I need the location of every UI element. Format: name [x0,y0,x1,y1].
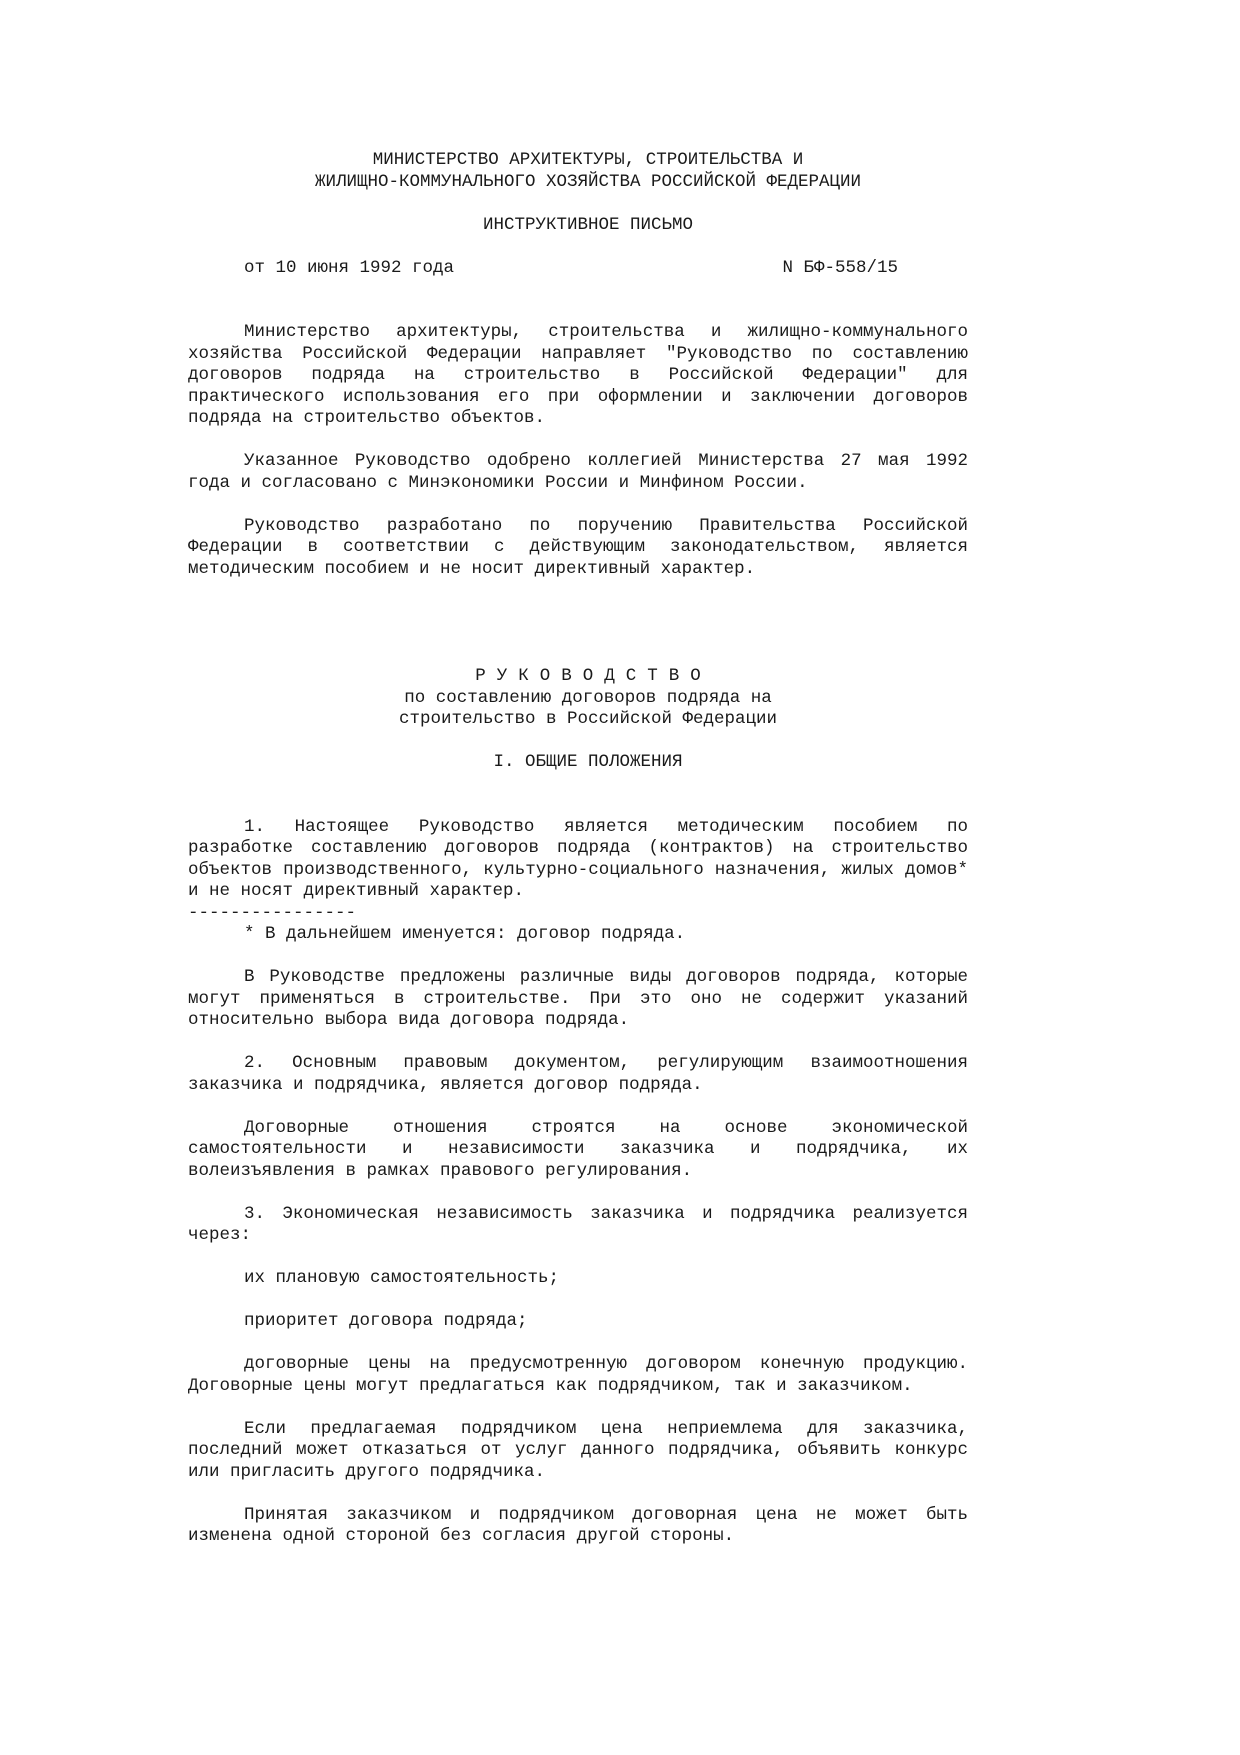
date-number-line [188,258,968,280]
section1-paragraph-5: 3. Экономическая независимость заказчика и подрядчика реализуется через: [188,1203,968,1245]
intro-paragraph-2: Указанное Руководство одобрено коллегией Министерства 27 мая 1992 года и согласовано с Минэкономики России и Минфином России. [188,451,968,493]
footnote-rule: ---------------- [188,902,357,923]
guide-subtitle-line2: строительство в Российской Федерации [398,709,778,729]
section1-paragraph-8: Принятая заказчиком и подрядчиком договорная цена не может быть изменена одной стороной без согласия другой стороны. [188,1504,968,1546]
list-item-priority: приоритет договора подряда; [244,1311,528,1331]
ministry-name-line1: МИНИСТЕРСТВО АРХИТЕКТУРЫ, СТРОИТЕЛЬСТВА И [372,150,804,170]
document-header [208,150,968,236]
document-date: от 10 июня 1992 года [244,257,455,278]
guide-subtitle-line1: по составлению договоров подряда на [404,687,772,708]
section-title: I. ОБЩИЕ ПОЛОЖЕНИЯ [493,752,683,772]
document-number: N БФ-558/15 [782,257,898,278]
section1-paragraph-7: Если предлагаемая подрядчиком цена неприемлема для заказчика, последний может отказаться от услуг данного подрядчика, объявить конкурс или пригласить другого подрядчика. [188,1418,968,1482]
guide-title-text: РУКОВОДСТВО [475,666,712,686]
section1-paragraph-2: В Руководстве предложены различные виды договоров подряда, которые могут применяться в строительстве. При это оно не содержит указаний относительно выбора вида договора подряда. [188,967,968,1030]
ministry-name-line2: ЖИЛИЩНО-КОММУНАЛЬНОГО ХОЗЯЙСТВА РОССИЙСКОЙ ФЕДЕРАЦИИ [314,171,862,192]
document-page [188,150,968,1548]
guide-title [208,666,968,688]
document-type: ИНСТРУКТИВНОЕ ПИСЬМО [482,214,694,235]
footnote-text: * В дальнейшем именуется: договор подряда. [244,924,686,944]
section1-paragraph-3: 2. Основным правовым документом, регулирующим взаимоотношения заказчика и подрядчика, является договор подряда. [188,1053,968,1095]
guide-title-block [208,666,968,774]
section1-paragraph-6: договорные цены на предусмотренную договором конечную продукцию. Договорные цены могут предлагаться как подрядчиком, так и заказчиком. [188,1354,968,1396]
list-item-planning: их плановую самостоятельность; [244,1268,560,1288]
section1-paragraph-1: 1. Настоящее Руководство является методическим пособием по разработке составлению договоров подряда (контрактов) на строительство объектов производственного, культурно-социального назначения, жилых домов* и не носят директивный характер. [188,816,968,901]
intro-paragraph-3: Руководство разработано по поручению Правительства Российской Федерации в соответствии с действующим законодательством, является методическим пособием и не носит директивный характер. [188,515,968,579]
section1-paragraph-4: Договорные отношения строятся на основе экономической самостоятельности и независимости заказчика и подрядчика, их волеизъявления в рамках правового регулирования. [188,1117,968,1181]
intro-paragraph-1: Министерство архитектуры, строительства и жилищно-коммунального хозяйства Российской Федерации направляет "Руководство по составлению договоров подряда на строительство в Российской Федерации" для практического использования его при оформлении и заключении договоров подряда на строительство объектов. [188,322,968,428]
